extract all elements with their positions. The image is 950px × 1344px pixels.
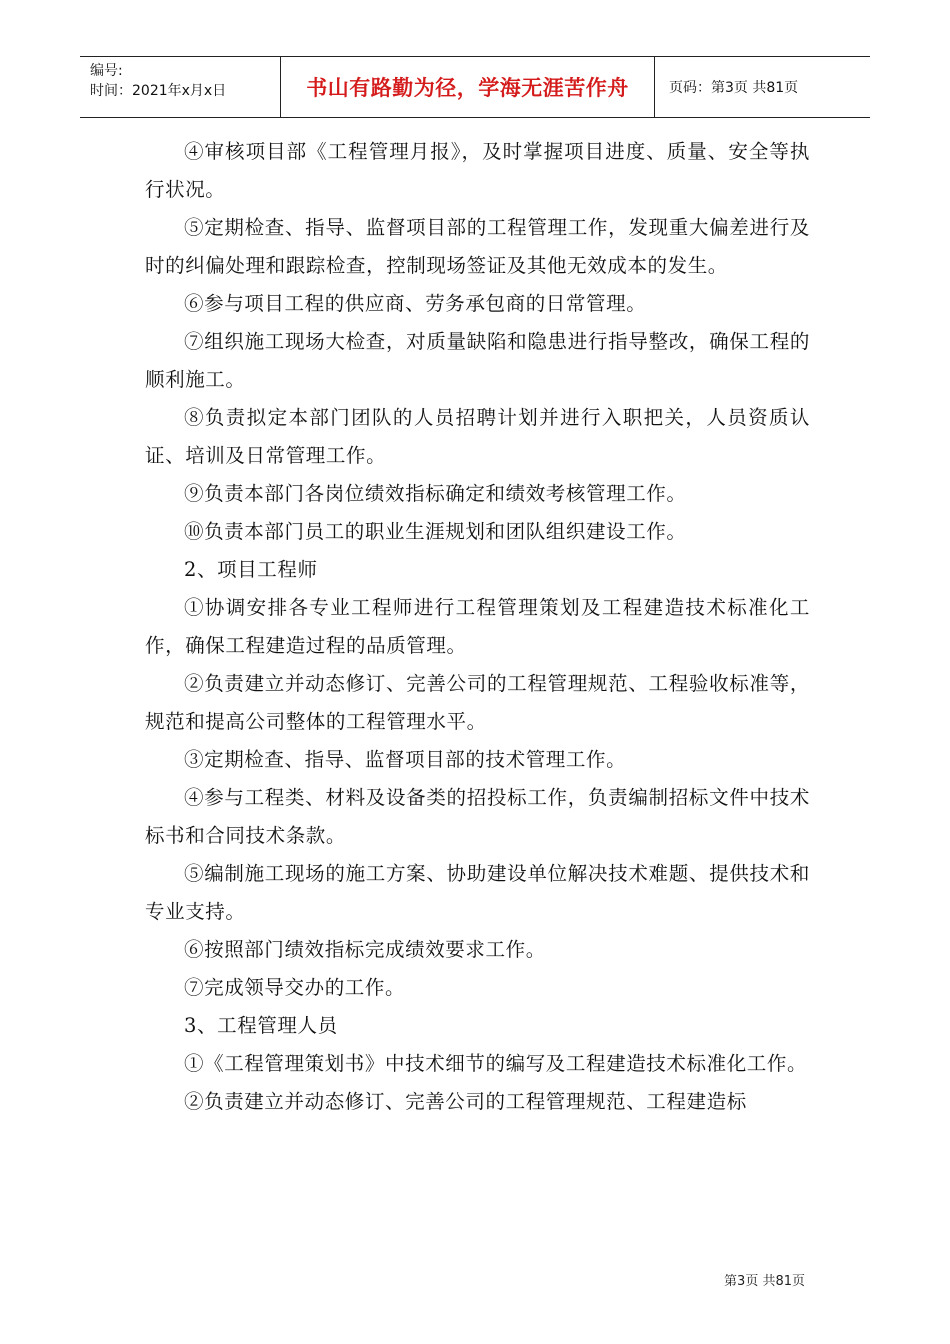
paragraph: ⑩负责本部门员工的职业生涯规划和团队组织建设工作。 [184,520,687,543]
document-number-label: 编号: [90,63,123,79]
paragraph: ⑥按照部门绩效指标完成绩效要求工作。 [184,938,546,961]
paragraph: ⑧负责拟定本部门团队的人员招聘计划并进行入职把关，人员资质认证、培训及日常管理工作。 [145,406,810,467]
header-meta [80,57,280,117]
paragraph: ①《工程管理策划书》中技术细节的编写及工程建造技术标准化工作。 [184,1052,808,1075]
paragraph: ③定期检查、指导、监督项目部的技术管理工作。 [184,748,627,771]
header-motto: 书山有路勤为径，学海无涯苦作舟 [280,57,655,117]
document-time: 时间：2021年x月x日 [90,83,227,99]
page-footer: 第3页 共81页 [724,1274,805,1289]
paragraph: ⑦完成领导交办的工作。 [184,976,406,999]
paragraph: ④参与工程类、材料及设备类的招投标工作，负责编制招标文件中技术标书和合同技术条款。 [145,786,810,847]
header-page-number: 页码：第3页 共81页 [669,80,799,96]
paragraph: ⑤定期检查、指导、监督项目部的工程管理工作，发现重大偏差进行及时的纠偏处理和跟踪检查，控制现场签证及其他无效成本的发生。 [145,216,810,277]
paragraph: ②负责建立并动态修订、完善公司的工程管理规范、工程建造标 [184,1090,747,1113]
paragraph: ⑦组织施工现场大检查，对质量缺陷和隐患进行指导整改，确保工程的顺利施工。 [145,330,810,391]
section-heading: 3、工程管理人员 [184,1014,338,1037]
paragraph: ②负责建立并动态修订、完善公司的工程管理规范、工程验收标准等，规范和提高公司整体的工程管理水平。 [145,672,810,733]
paragraph: ④审核项目部《工程管理月报》，及时掌握项目进度、质量、安全等执行状况。 [145,140,810,201]
section-heading: 2、项目工程师 [184,558,318,581]
page-header [80,56,870,118]
paragraph: ⑤编制施工现场的施工方案、协助建设单位解决技术难题、提供技术和专业支持。 [145,862,810,923]
document-body [145,133,810,1121]
paragraph: ⑥参与项目工程的供应商、劳务承包商的日常管理。 [184,292,647,315]
paragraph: ⑨负责本部门各岗位绩效指标确定和绩效考核管理工作。 [184,482,687,505]
paragraph: ①协调安排各专业工程师进行工程管理策划及工程建造技术标准化工作，确保工程建造过程的品质管理。 [145,596,810,657]
